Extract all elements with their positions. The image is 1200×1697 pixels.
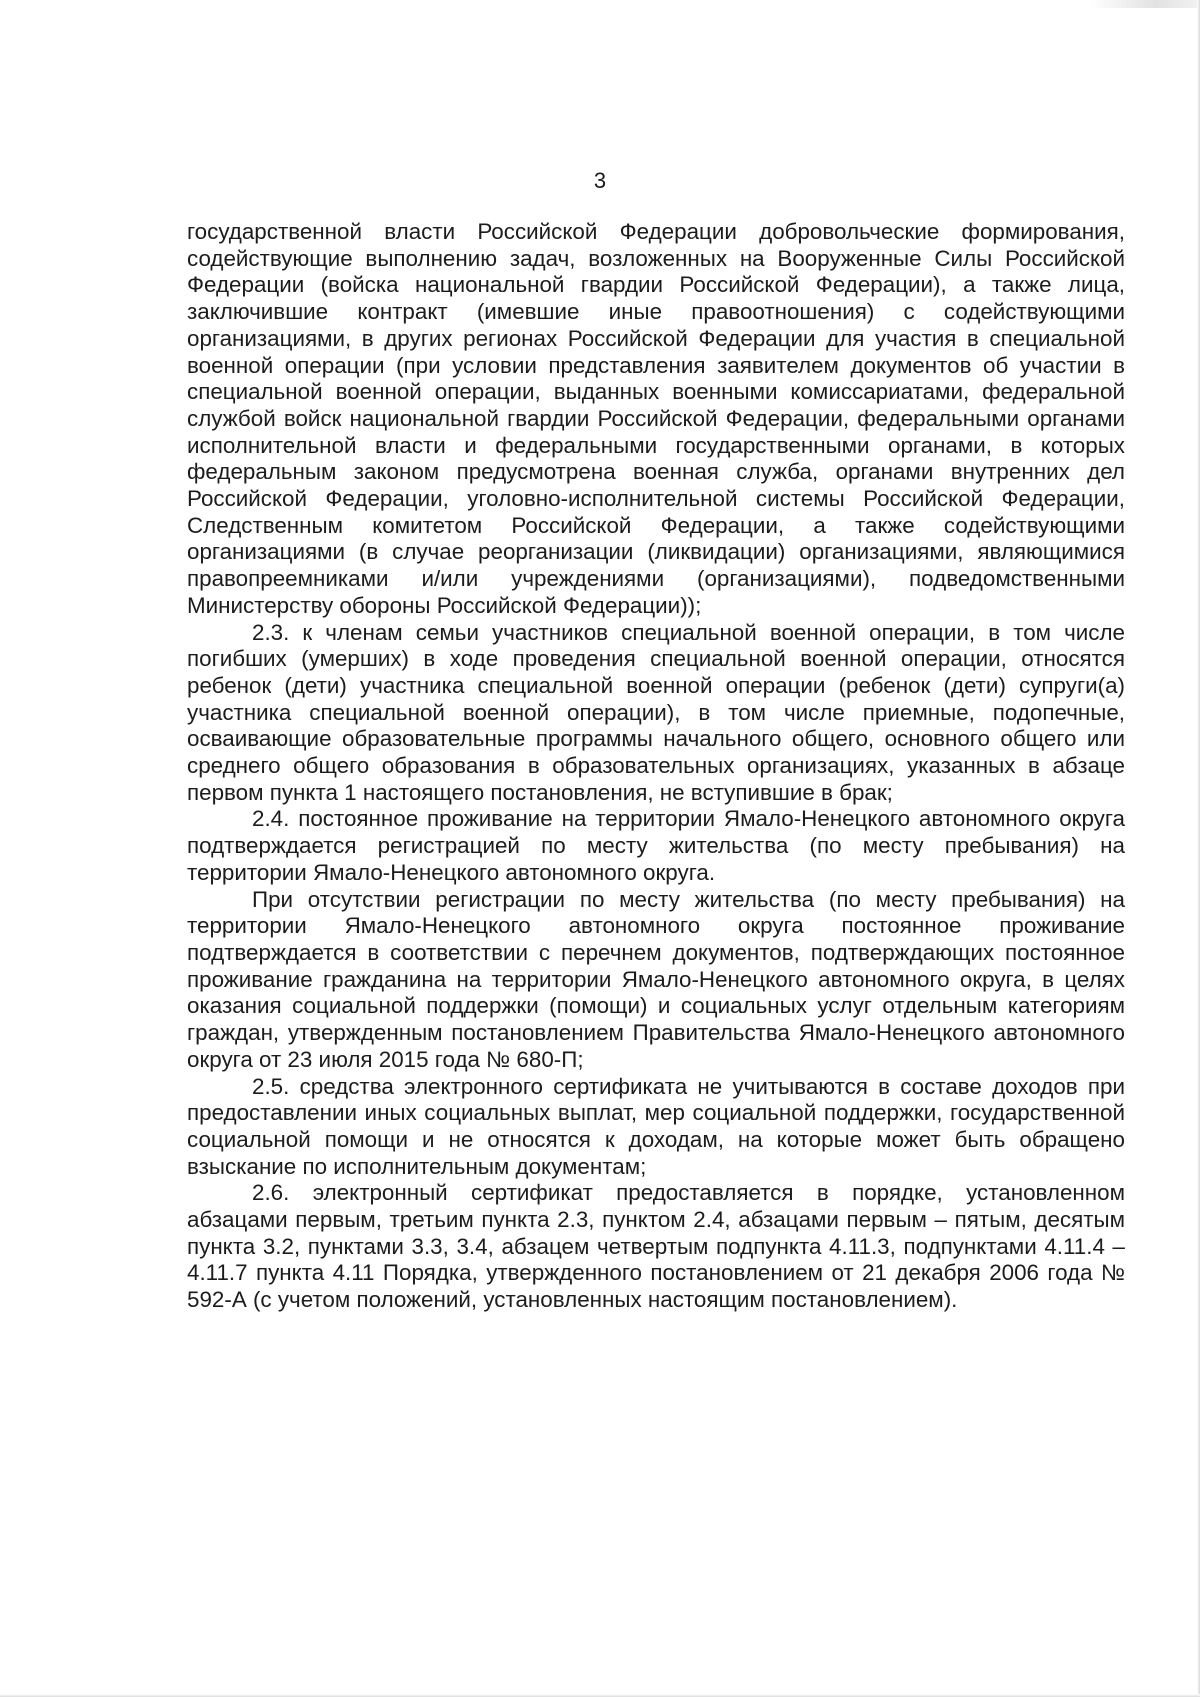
paragraph-continuation: государственной власти Российской Федерации добровольческие формирования, содействующие выполнению задач, возложенных на Вооруженные Силы Российской Федерации (войска национальной гвардии Российской Федерации), а также лица, заключившие контракт (имевшие иные правоотношения) с содействующими организациями, в других регионах Российской Федерации для участия в специальной военной операции (при условии представления заявителем документов об участии в специальной военной операции, выданных военными комиссариатами, федеральной службой войск национальной гвардии Российской Федерации, федеральными органами исполнительной власти и федеральными государственными органами, в которых федеральным законом предусмотрена военная служба, органами внутренних дел Российской Федерации, уголовно-исполнительной системы Российской Федерации, Следственным комитетом Российской Федерации, а также содействующими организациями (в случае реорганизации (ликвидации) организациями, являющимися правопреемниками и/или учреждениями (организациями), подведомственными Министерству обороны Российской Федерации));: [187, 219, 1125, 618]
paragraph-item-2-4-absent-registration: При отсутствии регистрации по месту жительства (по месту пребывания) на территории Ямало-Ненецкого автономного округа постоянное проживание подтверждается в соответствии с перечнем документов, подтверждающих постоянное проживание гражданина на территории Ямало-Ненецкого автономного округа, в целях оказания социальной поддержки (помощи) и социальных услуг отдельным категориям граждан, утвержденным постановлением Правительства Ямало-Ненецкого автономного округа от 23 июля 2015 года № 680-П;: [187, 886, 1125, 1072]
paragraph-item-2-4: 2.4. постоянное проживание на территории Ямало-Ненецкого автономного округа подтверждается регистрацией по месту жительства (по месту пребывания) на территории Ямало-Ненецкого автономного округа.: [187, 806, 1125, 885]
scan-shadow-corner: [1090, 0, 1200, 8]
paragraph-item-2-5: 2.5. средства электронного сертификата не учитываются в составе доходов при предоставлении иных социальных выплат, мер социальной поддержки, государственной социальной помощи и не относятся к доходам, на которые может быть обращено взыскание по исполнительным документам;: [187, 1073, 1125, 1179]
paragraph-item-2-3: 2.3. к членам семьи участников специальной военной операции, в том числе погибших (умерших) в ходе проведения специальной военной операции, относятся ребенок (дети) участника специальной военной операции (ребенок (дети) супруги(а) участника специальной военной операции), в том числе приемные, подопечные, осваивающие образовательные программы начального общего, основного общего или среднего общего образования в образовательных организациях, указанных в абзаце первом пункта 1 настоящего постановления, не вступившие в брак;: [187, 619, 1125, 805]
page-number: 3: [593, 168, 607, 193]
document-body: [187, 219, 1125, 1314]
paragraph-item-2-6: 2.6. электронный сертификат предоставляется в порядке, установленном абзацами первым, третьим пункта 2.3, пунктом 2.4, абзацами первым – пятым, десятым пункта 3.2, пунктами 3.3, 3.4, абзацем четвертым подпункта 4.11.3, подпунктами 4.11.4 – 4.11.7 пункта 4.11 Порядка, утвержденного постановлением от 21 декабря 2006 года № 592-А (с учетом положений, установленных настоящим постановлением).: [187, 1180, 1125, 1313]
